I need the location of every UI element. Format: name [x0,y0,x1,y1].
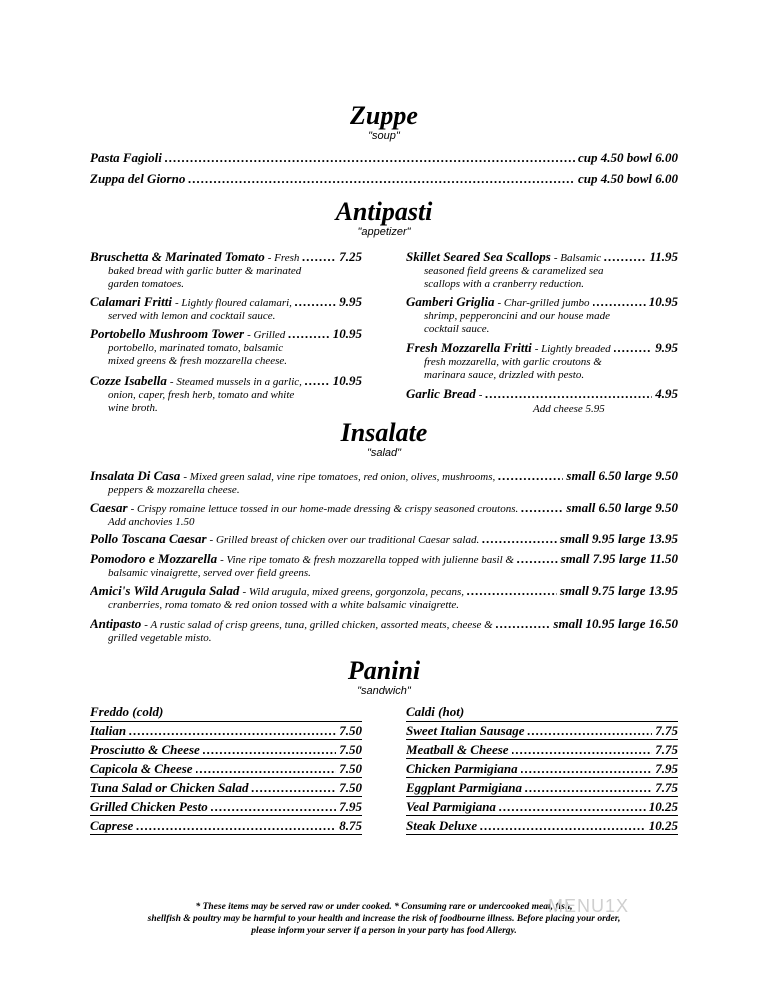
item-description: - Fresh [267,252,300,264]
item-price: small 7.95 large 11.50 [560,551,678,566]
leader-dots [165,150,575,166]
item-name: Gamberi Griglia [406,294,495,309]
insalate-item [90,500,678,517]
insalate-item [90,583,678,600]
item-price: small 9.75 large 13.95 [559,583,678,598]
item-name: Garlic Bread [406,386,476,401]
item-description: onion, caper, fresh herb, tomato and white [108,389,295,401]
insalate-item [90,468,678,485]
item-price: 10.95 [332,373,362,388]
leader-dots [498,468,563,484]
item-price: 7.50 [339,742,362,757]
item-price: cup 4.50 bowl 6.00 [577,150,678,165]
item-name: Amici's Wild Arugula Salad [90,583,240,598]
watermark-logo: MENU1X [548,896,630,916]
item-description: Add anchovies 1.50 [108,516,195,528]
zuppe-item [90,150,678,166]
item-price: 7.75 [655,742,678,757]
panini-title: Panini [347,656,421,685]
item-name: Italian [90,723,127,738]
antipasti-item [90,249,362,266]
leader-dots [203,742,336,758]
item-price: 9.95 [655,340,678,355]
item-name: Portobello Mushroom Tower [90,326,245,341]
item-description: cranberries, roma tomato & red onion tossed with a white balsamic vinaigrette. [108,599,460,611]
item-description: portobello, marinated tomato, balsamic [108,342,284,354]
item-price: 10.95 [332,326,362,341]
item-description: grilled vegetable misto. [108,632,212,644]
antipasti-item [406,386,678,403]
leader-dots [496,616,551,632]
item-name: Pollo Toscana Caesar [90,531,207,546]
item-description: - Char-grilled jumbo [497,297,590,309]
item-name: Bruschetta & Marinated Tomato [90,249,265,264]
item-description: cocktail sauce. [424,323,490,335]
leader-dots [129,723,336,739]
item-description: peppers & mozzarella cheese. [108,484,240,496]
panini-item [90,780,362,797]
item-name: Grilled Chicken Pesto [90,799,208,814]
leader-dots [521,500,563,516]
antipasti-item [406,249,678,266]
item-name: Antipasto [90,616,142,631]
item-description: - Grilled breast of chicken over our traditional Caesar salad. [209,534,480,546]
leader-dots [251,780,336,796]
item-description: shrimp, pepperoncini and our house made [424,310,610,322]
leader-dots [136,818,336,834]
leader-dots [499,799,646,815]
item-description: - [478,389,483,401]
panini-item [406,761,678,778]
item-description: - Mixed green salad, vine ripe tomatoes, red onion, olives, mushrooms, [183,471,496,483]
panini-item [90,742,362,759]
insalate-item [90,551,678,568]
item-description: scallops with a cranberry reduction. [424,278,584,290]
item-price: cup 4.50 bowl 6.00 [577,171,678,186]
item-price: small 6.50 large 9.50 [566,500,678,515]
item-description: - Balsamic [553,252,602,264]
item-price: 10.25 [648,799,678,814]
item-name: Insalata Di Casa [90,468,181,483]
antipasti-item [90,326,362,343]
item-description: - Steamed mussels in a garlic, [169,376,302,388]
antipasti-item [406,340,678,357]
item-price: 10.25 [648,818,678,833]
insalate-item [90,531,678,548]
item-price: 4.95 [655,386,678,401]
leader-dots [295,294,336,310]
item-description: marinara sauce, drizzled with pesto. [424,369,585,381]
panini-item [90,799,362,816]
leader-dots [302,249,336,265]
insalate-subtitle: "salad" [366,447,402,459]
leader-dots [521,761,653,777]
item-price: 8.75 [339,818,362,833]
item-name: Veal Parmigiana [406,799,496,814]
item-price: 7.75 [655,780,678,795]
leader-dots [593,294,646,310]
item-description: - Lightly floured calamari, [175,297,292,309]
insalate-title: Insalate [340,418,428,447]
item-price: 7.95 [655,761,678,776]
leader-dots [196,761,337,777]
item-name: Pomodoro e Mozzarella [90,551,218,566]
leader-dots [512,742,653,758]
item-description: balsamic vinaigrette, served over field greens. [108,567,311,579]
item-price: 7.50 [339,780,362,795]
panini-item [90,761,362,778]
panini-item [406,742,678,759]
item-price: 9.95 [339,294,362,309]
leader-dots [305,373,330,389]
item-price: 7.50 [339,723,362,738]
zuppe-subtitle: "soup" [368,130,400,142]
zuppe-item [90,171,678,187]
item-price: 7.95 [339,799,362,814]
item-price: small 6.50 large 9.50 [566,468,678,483]
item-description: - Vine ripe tomato & fresh mozzarella topped with julienne basil & [220,554,514,566]
freddo-heading: Freddo (cold) [90,704,362,722]
item-name: Zuppa del Giorno [90,171,186,186]
item-description: - Grilled [247,329,286,341]
panini-item [90,818,362,835]
item-name: Cozze Isabella [90,373,167,388]
item-description: wine broth. [108,402,158,414]
allergy-notice-line: * These items may be served raw or under cooked. * Consuming rare or undercooked meat, fish, [195,902,573,912]
item-price: 11.95 [649,249,678,264]
zuppe-title: Zuppe [350,101,418,130]
item-price: small 9.95 large 13.95 [559,531,678,546]
panini-item [406,780,678,797]
item-description: seasoned field greens & caramelized sea [424,265,604,277]
item-description: Add cheese 5.95 [533,403,605,415]
leader-dots [467,583,557,599]
antipasti-title: Antipasti [335,197,433,226]
item-description: served with lemon and cocktail sauce. [108,310,276,322]
item-description: baked bread with garlic butter & marinated [108,265,302,277]
item-name: Steak Deluxe [406,818,478,833]
antipasti-item [90,294,362,311]
item-description: - Lightly breaded [534,343,611,355]
item-name: Calamari Fritti [90,294,172,309]
leader-dots [517,551,558,567]
leader-dots [527,723,652,739]
item-price: 7.75 [655,723,678,738]
insalate-item [90,616,678,633]
item-description: fresh mozzarella, with garlic croutons & [424,356,602,368]
item-price: small 10.95 large 16.50 [553,616,678,631]
panini-item [406,799,678,816]
leader-dots [482,531,557,547]
item-name: Eggplant Parmigiana [406,780,522,795]
item-name: Pasta Fagioli [90,150,162,165]
antipasti-item [406,294,678,311]
item-name: Capicola & Cheese [90,761,193,776]
leader-dots [485,386,652,402]
item-name: Skillet Seared Sea Scallops [406,249,551,264]
item-name: Fresh Mozzarella Fritti [406,340,532,355]
leader-dots [604,249,646,265]
item-description: garden tomatoes. [108,278,184,290]
item-name: Sweet Italian Sausage [406,723,525,738]
panini-item [406,723,678,740]
item-name: Meatball & Cheese [406,742,509,757]
leader-dots [614,340,653,356]
item-name: Caesar [90,500,128,515]
antipasti-item [90,373,362,390]
leader-dots [188,171,575,187]
antipasti-subtitle: "appetizer" [357,226,411,238]
item-name: Caprese [90,818,134,833]
item-description: - A rustic salad of crisp greens, tuna, grilled chicken, assorted meats, cheese & [144,619,493,631]
leader-dots [525,780,652,796]
allergy-notice-line: please inform your server if a person in your party has food Allergy. [251,926,517,936]
panini-item [406,818,678,835]
allergy-notice-line: shellfish & poultry may be harmful to your health and increase the risk of foodbourne illness. Before placing your order, [147,914,621,924]
panini-subtitle: "sandwich" [357,685,411,697]
item-description: mixed greens & fresh mozzarella cheese. [108,355,288,367]
item-description: - Crispy romaine lettuce tossed in our home-made dressing & crispy seasoned croutons. [130,503,519,515]
item-price: 7.25 [339,249,362,264]
leader-dots [211,799,337,815]
leader-dots [480,818,646,834]
caldi-heading: Caldi (hot) [406,704,678,722]
item-name: Chicken Parmigiana [406,761,518,776]
item-name: Tuna Salad or Chicken Salad [90,780,249,795]
item-description: - Wild arugula, mixed greens, gorgonzola, pecans, [242,586,465,598]
leader-dots [288,326,329,342]
item-price: 10.95 [648,294,678,309]
panini-item [90,723,362,740]
item-price: 7.50 [339,761,362,776]
item-name: Prosciutto & Cheese [90,742,200,757]
